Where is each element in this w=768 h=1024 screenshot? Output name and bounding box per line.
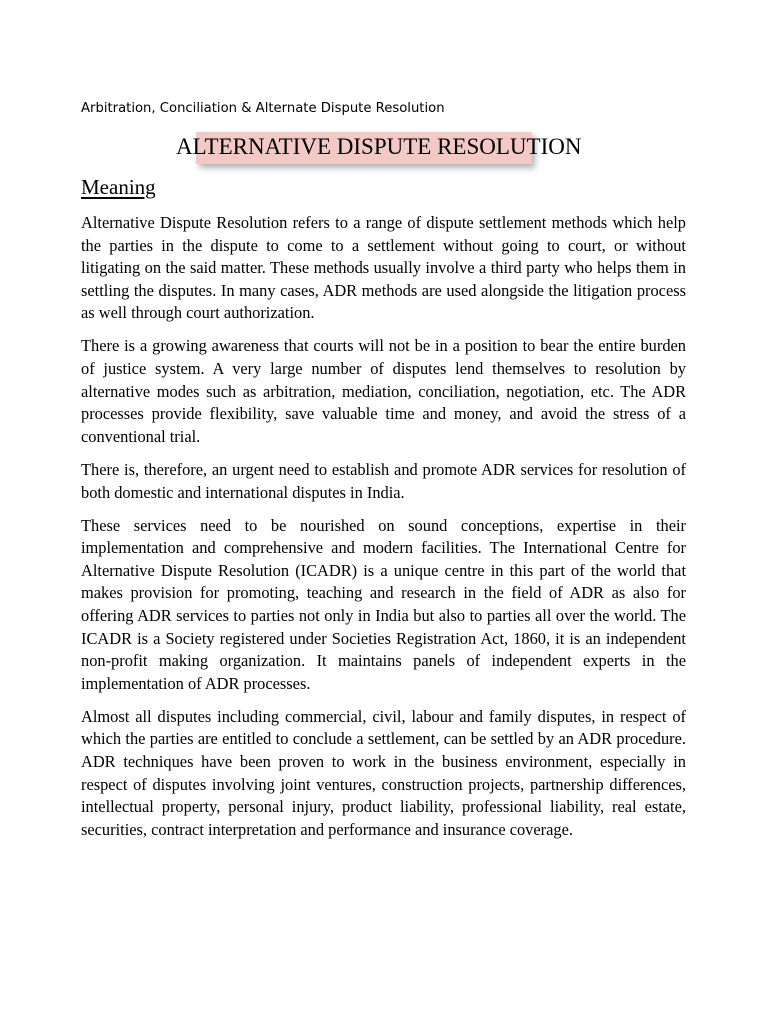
paragraph-3: There is, therefore, an urgent need to establish and promote ADR services for resolution of both domestic and international disputes in India.: [81, 459, 686, 502]
running-header: Arbitration, Conciliation & Alternate Dispute Resolution: [81, 101, 445, 116]
paragraph-5: Almost all disputes including commercial, civil, labour and family disputes, in respect of which the parties are entitled to conclude a settlement, can be settled by an ADR procedure. ADR techniques have been proven to work in the business environment, especially in respect of disputes involving joint ventures, construction projects, partnership differences, intellectual property, personal injury, product liability, professional liability, real estate, securities, contract interpretation and performance and insurance coverage.: [81, 706, 686, 839]
title-block: [176, 132, 666, 166]
section-heading-meaning: Meaning: [81, 175, 156, 199]
paragraph-1: Alternative Dispute Resolution refers to a range of dispute settlement methods which help the parties in the dispute to come to a settlement without going to court, or without litigating on the said matter. These methods usually involve a third party who helps them in settling the disputes. In many cases, ADR methods are used alongside the litigation process as well through court authorization.: [81, 213, 686, 323]
paragraph-2: There is a growing awareness that courts will not be in a position to bear the entire burden of justice system. A very large number of disputes lend themselves to resolution by alternative modes such as arbitration, mediation, conciliation, negotiation, etc. The ADR processes provide flexibility, save valuable time and money, and avoid the stress of a conventional trial.: [81, 336, 686, 446]
body-text: [81, 212, 686, 852]
page-title: ALTERNATIVE DISPUTE RESOLUTION: [176, 134, 582, 159]
paragraph-4: These services need to be nourished on sound conceptions, expertise in their implementation and comprehensive and modern facilities. The International Centre for Alternative Dispute Resolution (ICADR) is a unique centre in this part of the world that makes provision for promoting, teaching and research in the field of ADR as also for offering ADR services to parties not only in India but also to parties all over the world. The ICADR is a Society registered under Societies Registration Act, 1860, it is an independent non-profit making organization. It maintains panels of independent experts in the implementation of ADR processes.: [81, 515, 686, 693]
